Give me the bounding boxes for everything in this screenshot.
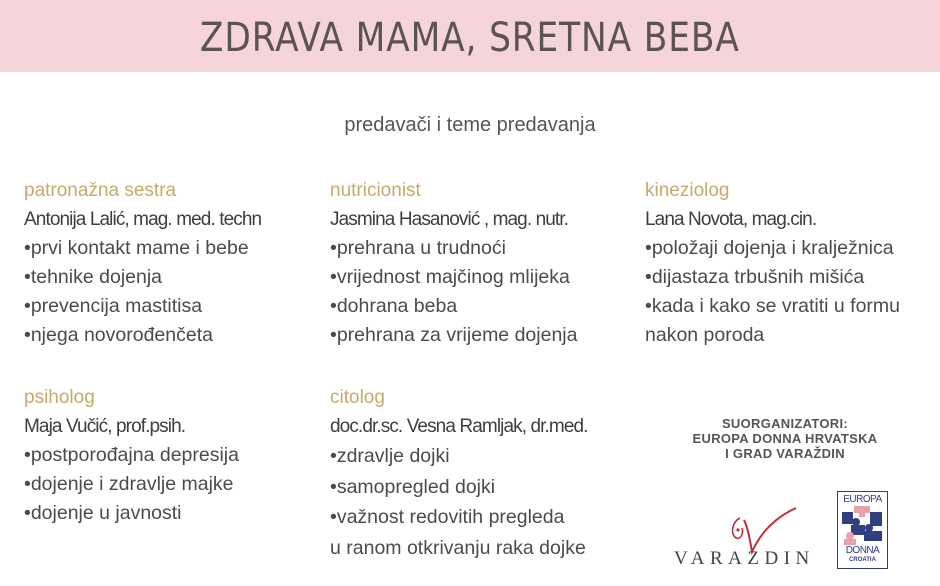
speaker-role: citolog <box>330 387 385 408</box>
topic-item: •kada i kako se vratiti u formu <box>645 295 901 317</box>
coorganizers-line: SUORGANIZATORI: <box>721 416 849 431</box>
speaker-block-nutritionist <box>330 176 577 350</box>
speaker-role: patronažna sestra <box>24 180 177 201</box>
topic-item: •samopregled dojki <box>330 475 496 498</box>
topic-item: •prehrana u trudnoći <box>330 237 506 259</box>
topic-item: •dijastaza trbušnih mišića <box>645 266 865 288</box>
europa-donna-top-text: EUROPA <box>843 494 882 505</box>
topic-item: •prevencija mastitisa <box>24 295 203 317</box>
topic-item: •dojenje u javnosti <box>24 502 182 524</box>
coorganizers-note <box>660 416 910 461</box>
topic-item: •prvi kontakt mame i bebe <box>24 237 249 259</box>
topic-item: •njega novorođenčeta <box>24 324 213 346</box>
page-title: ZDRAVA MAMA, SRETNA BEBA <box>200 15 740 61</box>
topic-item: •vrijednost majčinog mlijeka <box>330 266 570 288</box>
speaker-name: Lana Novota, mag.cin. <box>645 209 817 230</box>
coorganizers-line: I GRAD VARAŽDIN <box>725 446 845 461</box>
title-banner <box>0 0 940 72</box>
speaker-name: Jasmina Hasanović , mag. nutr. <box>330 209 569 230</box>
speaker-block-kinesiologist <box>645 176 900 350</box>
speaker-role: nutricionist <box>330 180 421 201</box>
europa-donna-bottom-text: DONNA <box>845 545 880 556</box>
topic-item: nakon poroda <box>645 324 765 346</box>
topic-item: •važnost redovitih pregleda <box>330 506 565 528</box>
varazdin-logo-text: VARAZDIN <box>674 548 815 569</box>
topic-item: •tehnike dojenja <box>24 266 163 288</box>
speaker-name: doc.dr.sc. Vesna Ramljak, dr.med. <box>330 416 588 437</box>
coorganizers-line: EUROPA DONNA HRVATSKA <box>692 431 878 446</box>
topic-item: •položaji dojenja i kralježnica <box>645 237 894 259</box>
topic-item: •postporođajna depresija <box>24 444 239 466</box>
speaker-role: psiholog <box>24 387 95 408</box>
topic-item: •prehrana za vrijeme dojenja <box>330 324 578 346</box>
speaker-role: kineziolog <box>645 180 730 201</box>
speaker-block-psychologist <box>24 383 239 528</box>
speaker-name: Antonija Lalić, mag. med. techn <box>24 209 262 230</box>
topic-item: •zdravlje dojki <box>330 445 450 467</box>
speaker-block-nurse <box>24 176 261 350</box>
europa-donna-logo <box>837 491 888 569</box>
varazdin-logo <box>674 500 824 576</box>
subtitle: predavači i teme predavanja <box>344 114 596 136</box>
speaker-block-cytologist <box>330 383 588 563</box>
puzzle-figures-icon <box>842 506 884 546</box>
europa-donna-sub-text: CROATIA <box>849 557 876 563</box>
speaker-name: Maja Vučić, prof.psih. <box>24 416 186 437</box>
topic-item: •dohrana beba <box>330 295 458 317</box>
topic-item: u ranom otkrivanju raka dojke <box>330 536 586 559</box>
topic-item: •dojenje i zdravlje majke <box>24 473 234 495</box>
